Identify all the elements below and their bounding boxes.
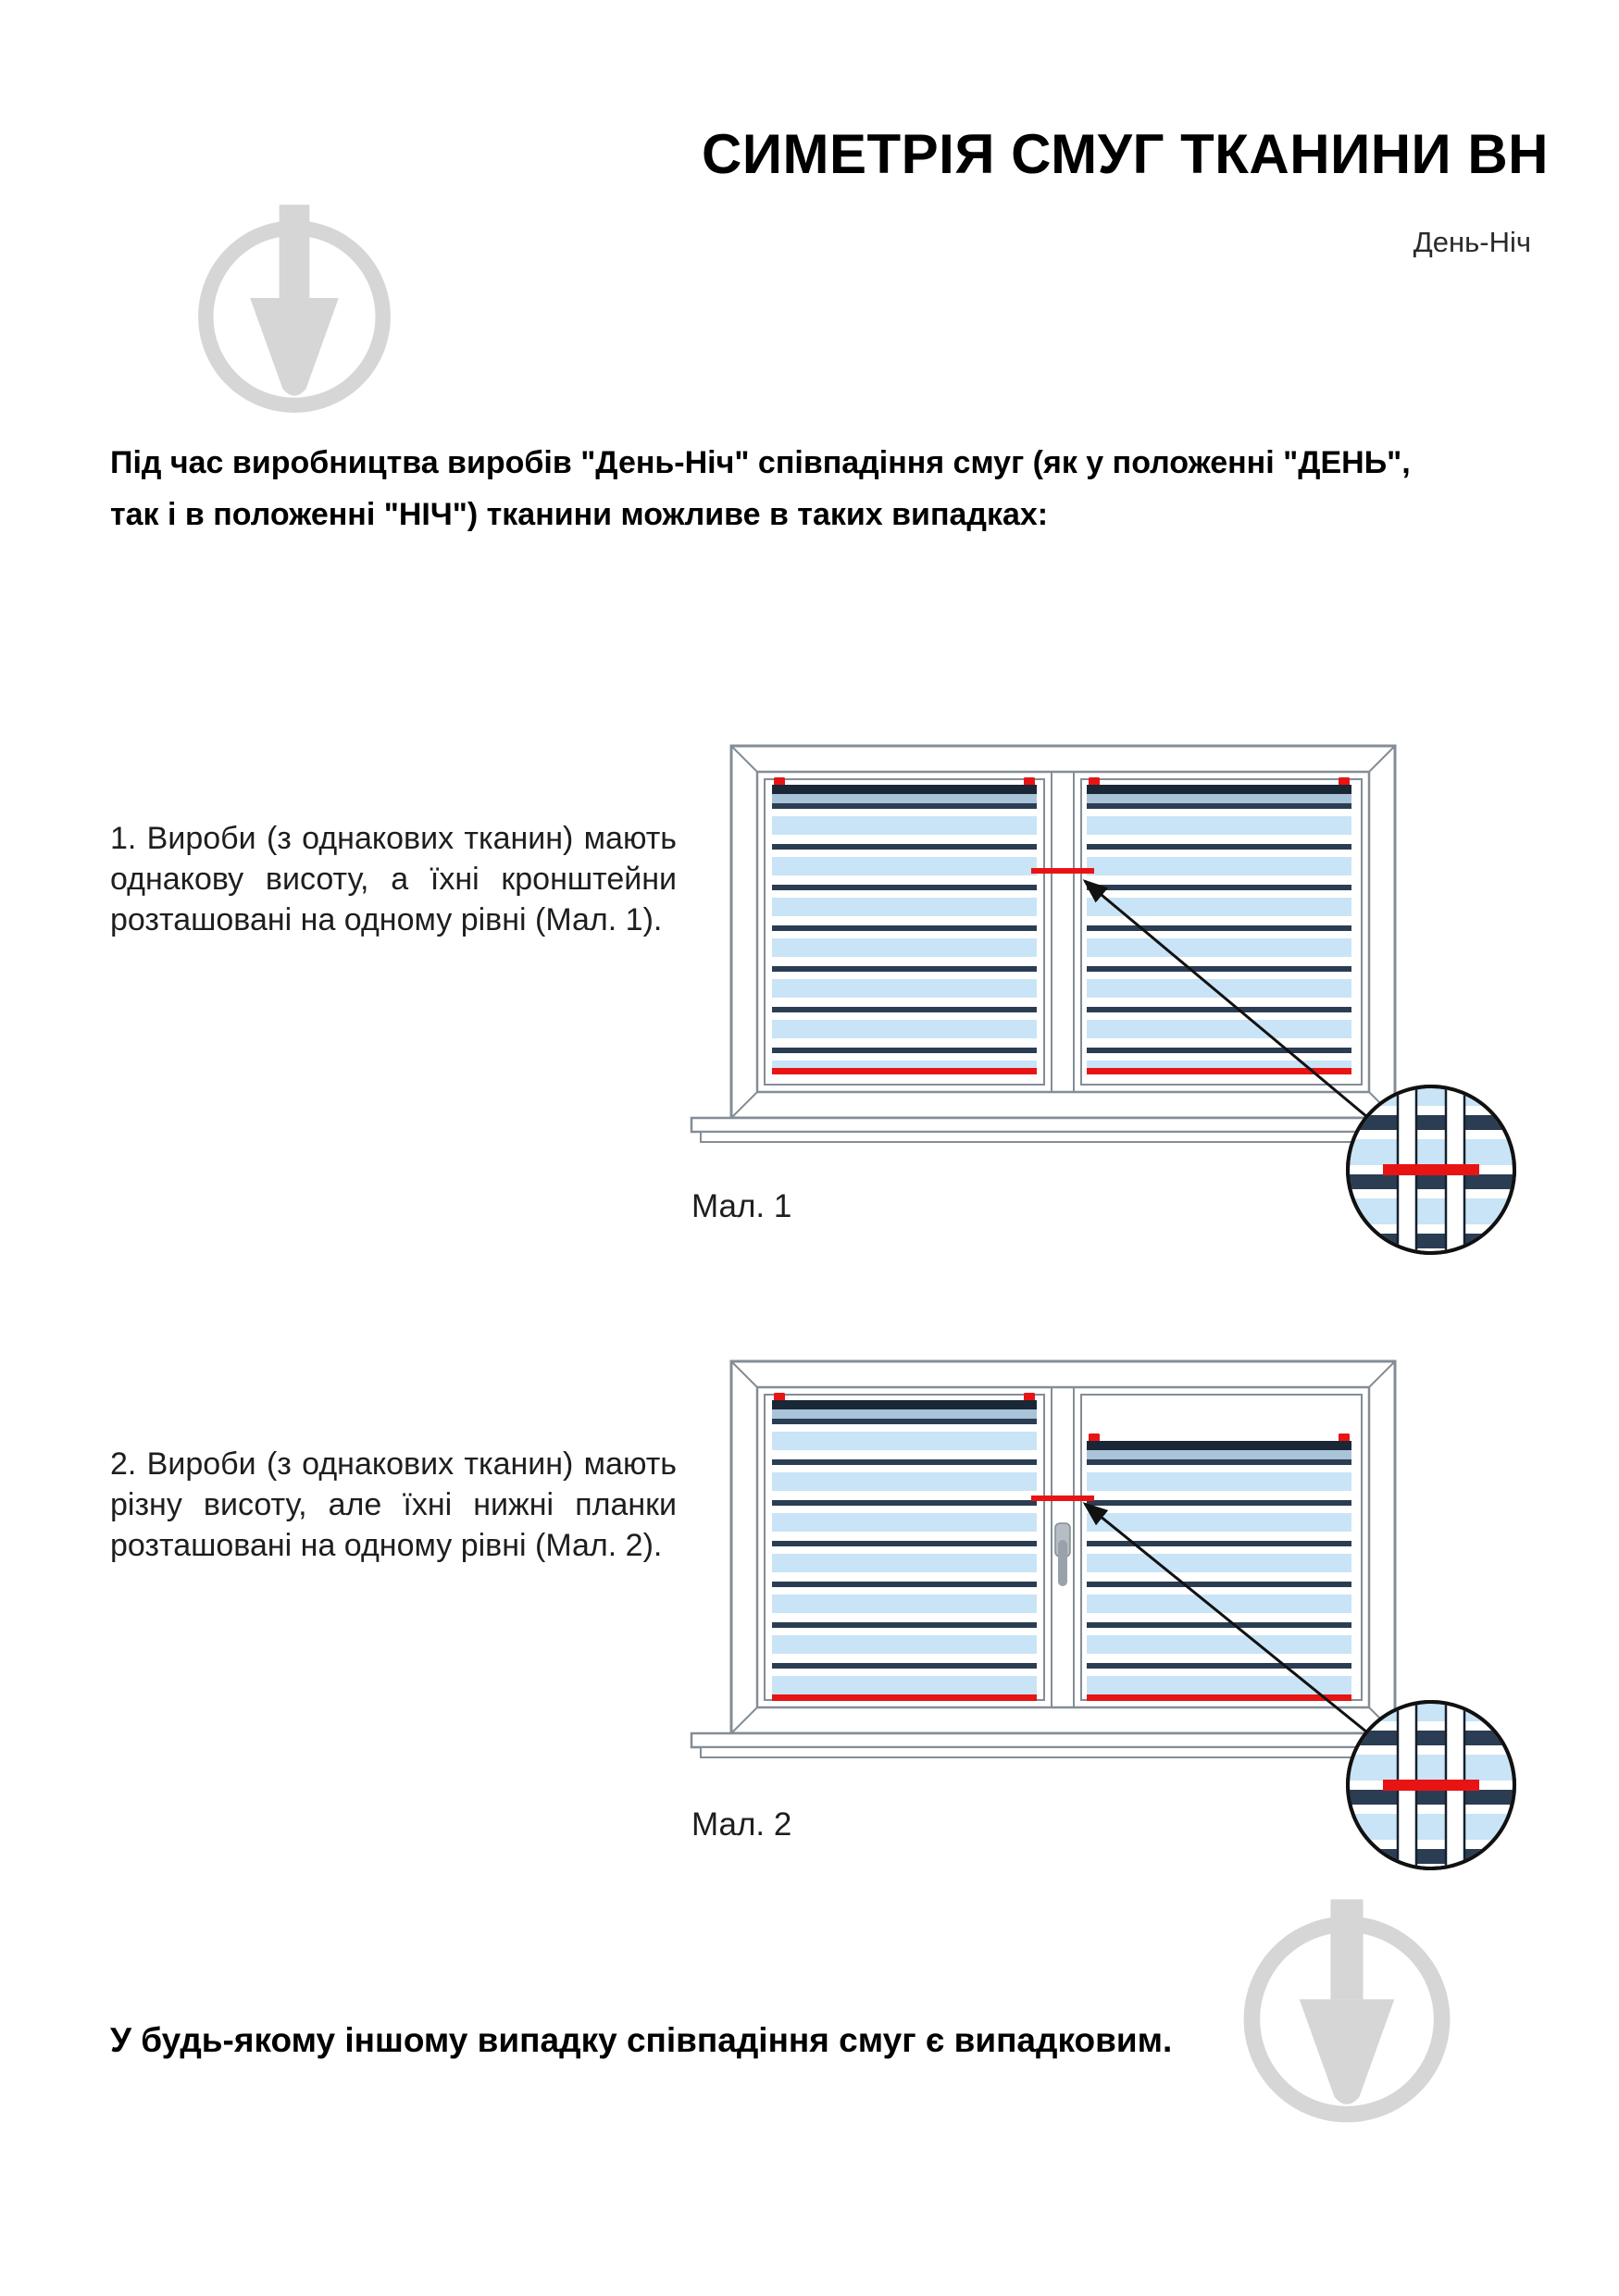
blind-bottom-bar bbox=[772, 1694, 1037, 1701]
stripe-match-line bbox=[1383, 1164, 1479, 1175]
footer-note: У будь-якому іншому випадку співпадіння смуг є випадковим. bbox=[110, 2021, 1173, 2059]
blind-roll bbox=[772, 1409, 1037, 1419]
case-2-text: 2. Вироби (з однакових тканин) мають різну висоту, але їхні нижні планки розташовані на одному рівні (Мал. 2). bbox=[110, 1446, 677, 1563]
brand-watermark-icon bbox=[178, 177, 411, 433]
blind-fabric bbox=[772, 803, 1037, 1068]
blind-fabric bbox=[772, 1419, 1037, 1694]
watermark-stem bbox=[280, 205, 310, 298]
stripe-match-line bbox=[1383, 1780, 1479, 1791]
blind-cassette bbox=[772, 785, 1037, 794]
watermark-drop bbox=[250, 298, 339, 396]
left-blind bbox=[772, 1393, 1037, 1701]
stripe-match-line bbox=[1031, 868, 1094, 874]
left-blind bbox=[772, 777, 1037, 1074]
intro-line-2: так і в положенні "НІЧ") тканини можливе в таких випадках: bbox=[110, 497, 1049, 532]
blind-cassette bbox=[1087, 1441, 1351, 1450]
intro-line-1: Під час виробництва виробів "День-Ніч" співпадіння смуг (як у положенні "ДЕНЬ", bbox=[110, 445, 1411, 480]
figure-2-caption: Мал. 2 bbox=[691, 1806, 792, 1843]
right-blind bbox=[1087, 777, 1351, 1074]
page-subtitle: День-Ніч bbox=[1413, 226, 1531, 258]
figure-2-window-illustration bbox=[690, 1356, 1523, 1879]
case-1-text: 1. Вироби (з однакових тканин) мають однакову висоту, а їхні кронштейни розташовані на одному рівні (Мал. 1). bbox=[110, 821, 677, 937]
blind-fabric bbox=[1087, 1459, 1351, 1694]
blind-fabric bbox=[1087, 803, 1351, 1068]
figure-1-caption: Мал. 1 bbox=[691, 1188, 792, 1224]
intro-paragraph bbox=[110, 437, 1411, 540]
blind-roll bbox=[1087, 1450, 1351, 1459]
blind-roll bbox=[1087, 794, 1351, 803]
watermark-drop bbox=[1300, 1999, 1395, 2104]
blind-cassette bbox=[1087, 785, 1351, 794]
windowsill bbox=[691, 1733, 1435, 1757]
blind-bottom-bar bbox=[772, 1068, 1037, 1074]
blind-bottom-bar bbox=[1087, 1694, 1351, 1701]
right-blind bbox=[1087, 1433, 1351, 1701]
blind-cassette bbox=[772, 1400, 1037, 1409]
brand-watermark-icon bbox=[1222, 1869, 1472, 2144]
windowsill bbox=[691, 1118, 1435, 1142]
watermark-stem bbox=[1330, 1899, 1363, 1999]
stripe-match-line bbox=[1031, 1496, 1094, 1501]
figure-1-window-illustration bbox=[690, 740, 1523, 1263]
blind-roll bbox=[772, 794, 1037, 803]
page-title: СИМЕТРІЯ СМУГ ТКАНИНИ ВН bbox=[702, 123, 1549, 185]
